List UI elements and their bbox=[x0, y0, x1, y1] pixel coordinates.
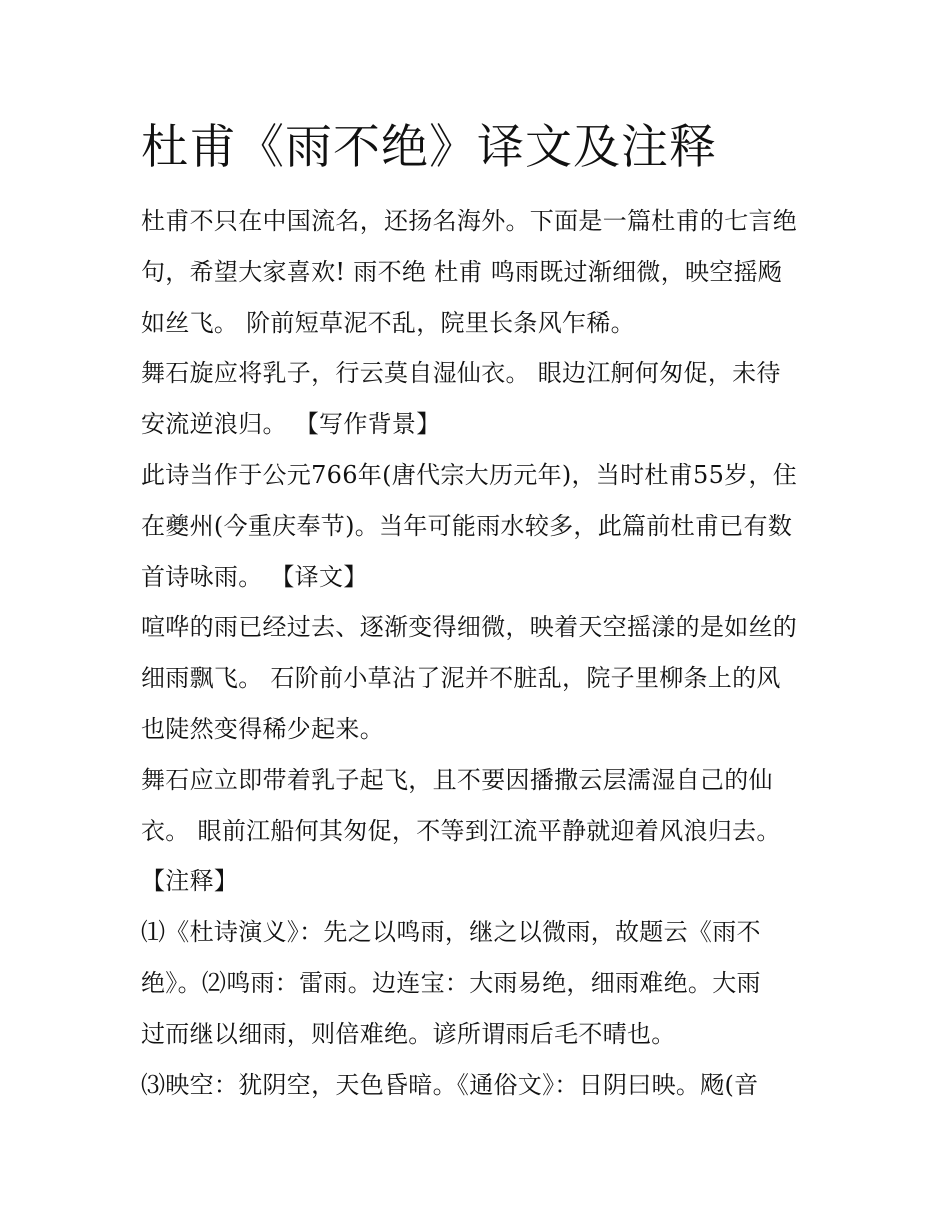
text-line: 过而继以细雨，则倍难绝。谚所谓雨后毛不晴也。 bbox=[141, 1019, 676, 1048]
text-line: 杜甫不只在中国流名，还扬名海外。下面是一篇杜甫的七言绝 bbox=[141, 207, 798, 235]
text-line: 绝》。⑵鸣雨：雷雨。边连宝：大雨易绝，细雨难绝。大雨 bbox=[141, 968, 761, 997]
text-line: 喧哗的雨已经过去、逐渐变得细微，映着天空摇漾的是如丝的 bbox=[141, 613, 798, 642]
body-text bbox=[141, 196, 821, 1110]
text-line: 也陡然变得稀少起来。 bbox=[141, 714, 384, 743]
text-line: 此诗当作于公元766年(唐代宗大历元年)，当时杜甫55岁，住 bbox=[141, 460, 798, 489]
text-line: 首诗咏雨。 【译文】 bbox=[141, 562, 368, 591]
text-line: 舞石应立即带着乳子起飞，且不要因播撒云层濡湿自己的仙 bbox=[141, 765, 773, 794]
text-line: 衣。 眼前江船何其匆促，不等到江流平静就迎着风浪归去。 bbox=[141, 816, 781, 845]
text-line: 句，希望大家喜欢! 雨不绝 杜甫 鸣雨既过渐细微，映空摇飏 bbox=[141, 257, 783, 286]
text-line: 在夔州(今重庆奉节)。当年可能雨水较多，此篇前杜甫已有数 bbox=[141, 511, 793, 540]
text-line: ⑶映空：犹阴空，天色昏暗。《通俗文》：日阴曰映。飏(音 bbox=[141, 1070, 759, 1099]
text-line: 舞石旋应将乳子，行云莫自湿仙衣。 眼边江舸何匆促，未待 bbox=[141, 359, 781, 388]
text-line: 安流逆浪归。 【写作背景】 bbox=[141, 410, 441, 439]
text-line: 如丝飞。 阶前短草泥不乱，院里长条风乍稀。 bbox=[141, 308, 635, 337]
page-title: 杜甫《雨不绝》译文及注释 bbox=[141, 120, 717, 175]
text-line: 细雨飘飞。 石阶前小草沾了泥并不脏乱，院子里柳条上的风 bbox=[141, 664, 781, 693]
text-line: ⑴《杜诗演义》：先之以鸣雨，继之以微雨，故题云《雨不 bbox=[141, 918, 761, 947]
text-line: 【注释】 bbox=[141, 867, 239, 896]
